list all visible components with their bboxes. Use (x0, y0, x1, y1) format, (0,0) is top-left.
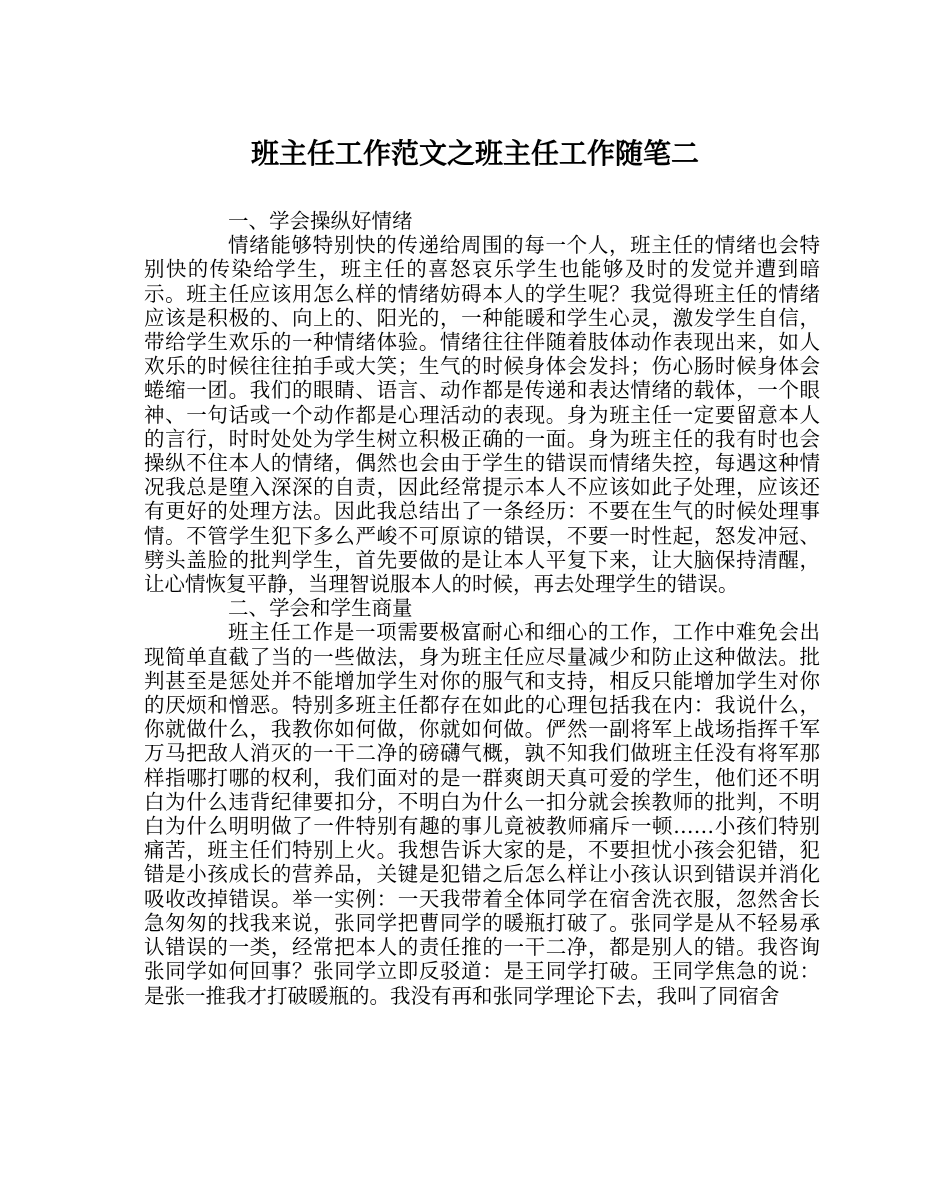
document-title: 班主任工作范文之班主任工作随笔二 (250, 137, 699, 170)
body-paragraph-2: 班主任工作是一项需要极富耐心和细心的工作，工作中难免会出现简单直截了当的一些做法，身为班主任应尽量减少和防止这种做法。批判甚至是惩处并不能增加学生对你的服气和支持，相反只能增加学生对你的厌烦和憎恶。特别多班主任都存在如此的心理包括我在内：我说什么，你就做什么，我教你如何做，你就如何做。俨然一副将军上战场指挥千军万马把敌人消灭的一干二净的磅礴气概，孰不知我们做班主任没有将军那样指哪打哪的权利，我们面对的是一群爽朗天真可爱的学生，他们还不明白为什么违背纪律要扣分，不明白为什么一扣分就会挨教师的批判，不明白为什么明明做了一件特别有趣的事儿竟被教师痛斥一顿……小孩们特别痛苦，班主任们特别上火。我想告诉大家的是，不要担忧小孩会犯错，犯错是小孩成长的营养品，关键是犯错之后怎么样让小孩认识到错误并消化吸收改掉错误。举一实例：一天我带着全体同学在宿舍洗衣服，忽然舍长急匆匆的找我来说，张同学把曹同学的暖瓶打破了。张同学是从不轻易承认错误的一类，经常把本人的责任推的一干二净，都是别人的错。我咨询张同学如何回事？张同学立即反驳道：是王同学打破。王同学焦急的说：是张一推我才打破暖瓶的。我没有再和张同学理论下去，我叫了同宿舍 (144, 620, 820, 1008)
section-heading-1: 一、学会操纵好情绪 (228, 209, 413, 233)
section-heading-2: 二、学会和学生商量 (228, 596, 413, 621)
body-paragraph-1: 情绪能够特别快的传递给周围的每一个人，班主任的情绪也会特别快的传染给学生，班主任的喜怒哀乐学生也能够及时的发觉并遭到暗示。班主任应该用怎么样的情绪妨碍本人的学生呢？我觉得班主任的情绪应该是积极的、向上的、阳光的，一种能暖和学生心灵，激发学生自信，带给学生欢乐的一种情绪体验。情绪往往伴随着肢体动作表现出来，如人欢乐的时候往往拍手或大笑；生气的时候身体会发抖；伤心肠时候身体会蜷缩一团。我们的眼睛、语言、动作都是传递和表达情绪的载体，一个眼神、一句话或一个动作都是心理活动的表现。身为班主任一定要留意本人的言行，时时处处为学生树立积极正确的一面。身为班主任的我有时也会操纵不住本人的情绪，偶然也会由于学生的错误而情绪失控，每遇这种情况我总是堕入深深的自责，因此经常提示本人不应该如此子处理，应该还有更好的处理方法。因此我总结出了一条经历：不要在生气的时候处理事情。不管学生犯下多么严峻不可原谅的错误，不要一时性起，怒发冲冠、劈头盖脸的批判学生，首先要做的是让本人平复下来，让大脑保持清醒，让心情恢复平静，当理智说服本人的时候，再去处理学生的错误。 (144, 233, 820, 597)
document-body (144, 209, 820, 1008)
